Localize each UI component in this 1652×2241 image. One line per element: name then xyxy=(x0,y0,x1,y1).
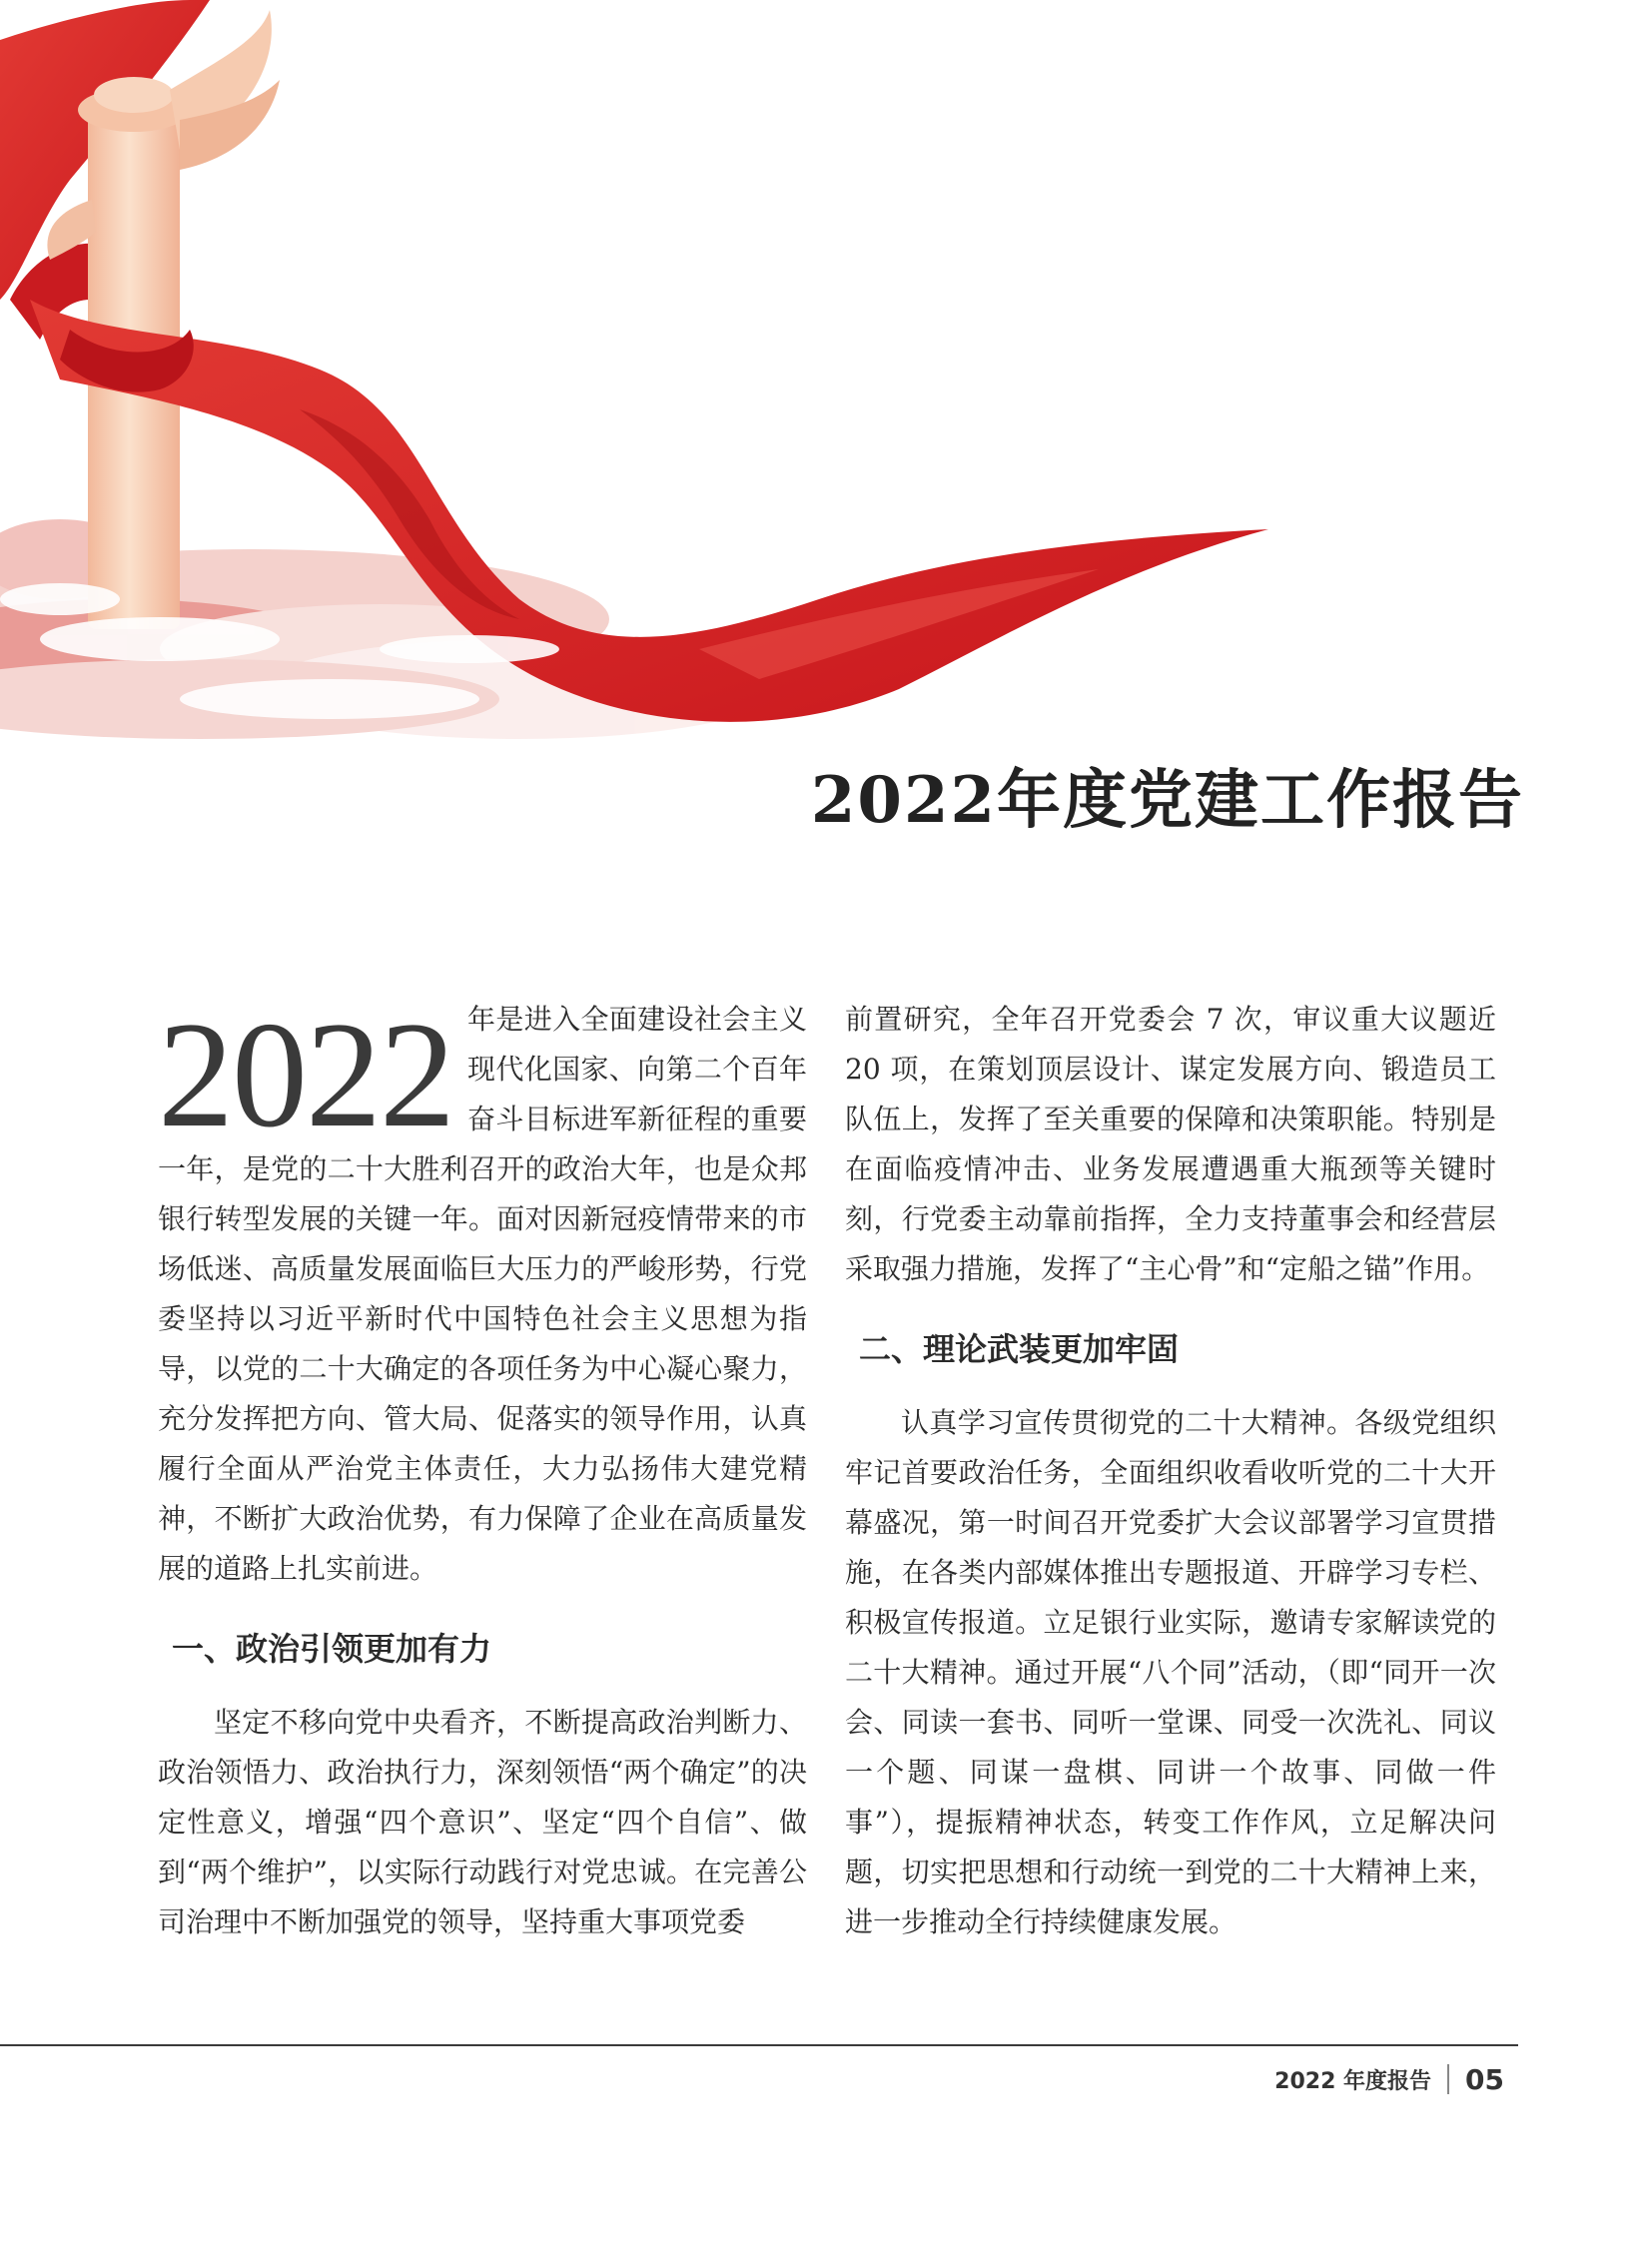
section1-heading: 一、政治引领更加有力 xyxy=(172,1630,492,1668)
intro-text: 年是进入全面建设社会主义现代化国家、向第二个百年奋斗目标进军新征程的重要一年，是党的二十大胜利召开的政治大年，也是众邦银行转型发展的关键一年。面对因新冠疫情带来的市场低迷、高质量发展面临巨大压力的严峻形势，行党委坚持以习近平新时代中国特色社会主义思想为指导，以党的二十大确定的各项任务为中心凝心聚力，充分发挥把方向、管大局、促落实的领导作用，认真履行全面从严治党主体责任，大力弘扬伟大建党精神，不断扩大政治优势，有力保障了企业在高质量发展的道路上扎实前进。 xyxy=(158,1003,807,1585)
right-column xyxy=(845,995,1496,1947)
page-footer xyxy=(1274,2059,1504,2099)
page-title: 2022年度党建工作报告 xyxy=(810,763,1524,838)
intro-paragraph xyxy=(158,991,807,1594)
left-column xyxy=(158,991,807,1947)
lead-year-number: 2022 xyxy=(158,991,453,1158)
footer-separator xyxy=(1447,2064,1449,2094)
section1-text-right: 前置研究，全年召开党委会 7 次，审议重大议题近 20 项，在策划顶层设计、谋定发展方向、锻造员工队伍上，发挥了至关重要的保障和决策职能。特别是在面临疫情冲击、业务发展遭遇重大瓶颈等关键时刻，行党委主动靠前指挥，全力支持董事会和经营层采取强力措施，发挥了“主心骨”和“定船之锚”作用。 xyxy=(845,1003,1496,1285)
page-number: 05 xyxy=(1465,2062,1504,2096)
section1-text-left: 坚定不移向党中央看齐，不断提高政治判断力、政治领悟力、政治执行力，深刻领悟“两个确定”的决定性意义，增强“四个意识”、坚定“四个自信”、做到“两个维护”，以实际行动践行对党忠诚。在完善公司治理中不断加强党的领导，坚持重大事项党委 xyxy=(158,1706,807,1938)
hero-illustration xyxy=(0,0,1652,739)
footer-divider xyxy=(0,2044,1518,2046)
section2-text: 认真学习宣传贯彻党的二十大精神。各级党组织牢记首要政治任务，全面组织收看收听党的二十大开幕盛况，第一时间召开党委扩大会议部署学习宣贯措施，在各类内部媒体推出专题报道、开辟学习专栏、积极宣传报道。立足银行业实际，邀请专家解读党的二十大精神。通过开展“八个同”活动，（即“同开一次会、同读一套书、同听一堂课、同受一次洗礼、同议一个题、同谋一盘棋、同讲一个故事、同做一件事”），提振精神状态，转变工作作风，立足解决问题，切实把思想和行动统一到党的二十大精神上来，进一步推动全行持续健康发展。 xyxy=(845,1406,1496,1938)
footer-report-label: 2022 年度报告 xyxy=(1274,2068,1432,2094)
section2-heading: 二、理论武装更加牢固 xyxy=(859,1330,1180,1368)
